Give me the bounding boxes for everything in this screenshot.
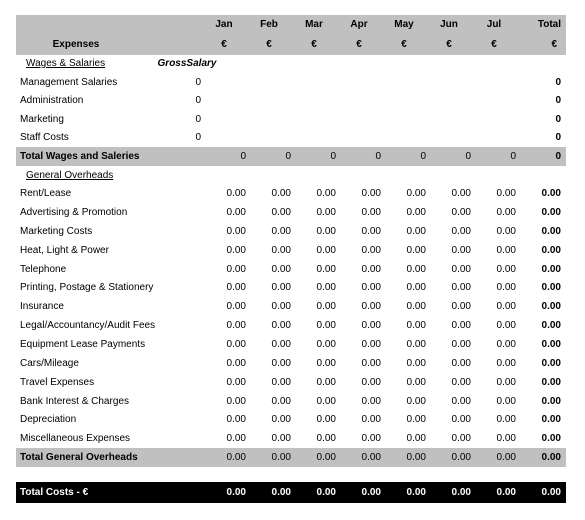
- row-label: General Overheads: [26, 169, 114, 181]
- value-cell: 0.00: [496, 282, 516, 294]
- row-label: Staff Costs: [20, 132, 69, 144]
- value-cell: 0.00: [451, 395, 471, 407]
- value-cell: 0.00: [496, 395, 516, 407]
- table-row: [16, 297, 566, 316]
- grand-total-row: [16, 482, 566, 503]
- value-cell: 0.00: [541, 487, 561, 498]
- row-label: Printing, Postage & Stationery: [20, 282, 154, 294]
- value-cell: 0.00: [451, 357, 471, 369]
- value-cell: 0.00: [451, 414, 471, 426]
- value-cell: 0.00: [541, 225, 561, 237]
- month-header: Jan: [215, 19, 233, 30]
- value-cell: 0.00: [451, 320, 471, 332]
- value-cell: 0.00: [226, 207, 246, 219]
- value-cell: 0.00: [451, 339, 471, 350]
- value-cell: 0.00: [451, 301, 471, 313]
- value-cell: 0.00: [361, 452, 381, 464]
- value-cell: 0.00: [316, 452, 336, 464]
- gross-value: 0: [195, 113, 201, 125]
- value-cell: 0.00: [361, 207, 381, 219]
- value-cell: 0.00: [406, 263, 426, 275]
- value-cell: 0: [240, 151, 246, 162]
- table-row: [16, 222, 566, 241]
- header-band: [16, 15, 566, 55]
- value-cell: 0.00: [406, 414, 426, 426]
- row-label: Administration: [20, 95, 84, 107]
- value-cell: 0.00: [406, 452, 426, 464]
- row-label: Heat, Light & Power: [20, 244, 109, 256]
- value-cell: 0.00: [406, 320, 426, 332]
- value-cell: 0.00: [271, 244, 291, 256]
- row-label: Bank Interest & Charges: [20, 395, 129, 407]
- table-row: [16, 91, 566, 110]
- value-cell: 0.00: [271, 320, 291, 332]
- value-cell: 0.00: [541, 339, 561, 350]
- value-cell: 0.00: [316, 263, 336, 275]
- gross-value: 0: [195, 132, 201, 144]
- value-cell: 0.00: [226, 244, 246, 256]
- value-cell: 0.00: [541, 452, 561, 464]
- value-cell: 0: [555, 113, 561, 125]
- value-cell: 0.00: [226, 263, 246, 275]
- wages-section-row: [16, 54, 566, 73]
- value-cell: 0.00: [406, 282, 426, 294]
- table-row: [16, 335, 566, 354]
- value-cell: 0.00: [271, 207, 291, 219]
- value-cell: 0.00: [406, 225, 426, 237]
- value-cell: 0.00: [271, 188, 291, 200]
- value-cell: 0.00: [541, 188, 561, 200]
- value-cell: 0.00: [271, 433, 291, 445]
- value-cell: 0.00: [406, 357, 426, 369]
- value-cell: 0: [330, 151, 336, 162]
- value-cell: 0.00: [271, 376, 291, 388]
- value-cell: 0.00: [496, 263, 516, 275]
- table-row: [16, 260, 566, 279]
- value-cell: 0.00: [271, 487, 291, 498]
- value-cell: 0.00: [496, 339, 516, 350]
- row-label: Depreciation: [20, 414, 77, 426]
- value-cell: 0.00: [226, 433, 246, 445]
- value-cell: 0.00: [226, 225, 246, 237]
- value-cell: 0.00: [271, 395, 291, 407]
- value-cell: 0.00: [316, 225, 336, 237]
- currency-header: €: [266, 39, 272, 50]
- expenses-header: Expenses: [52, 39, 100, 50]
- row-label: Insurance: [20, 301, 64, 313]
- value-cell: 0.00: [316, 395, 336, 407]
- month-header: Jun: [440, 19, 458, 30]
- value-cell: 0: [285, 151, 291, 162]
- value-cell: 0.00: [316, 414, 336, 426]
- value-cell: 0.00: [316, 188, 336, 200]
- currency-header: €: [311, 39, 317, 50]
- month-header: Mar: [305, 19, 323, 30]
- value-cell: 0.00: [226, 395, 246, 407]
- month-header: Feb: [260, 19, 278, 30]
- currency-header: €: [446, 39, 452, 50]
- value-cell: 0.00: [406, 301, 426, 313]
- value-cell: 0.00: [451, 452, 471, 464]
- row-label: Telephone: [20, 263, 67, 275]
- value-cell: 0.00: [361, 282, 381, 294]
- value-cell: 0.00: [496, 225, 516, 237]
- value-cell: 0.00: [361, 395, 381, 407]
- value-cell: 0.00: [406, 487, 426, 498]
- row-label: Cars/Mileage: [20, 357, 79, 369]
- value-cell: 0.00: [361, 357, 381, 369]
- value-cell: 0.00: [226, 452, 246, 464]
- table-row: [16, 354, 566, 373]
- table-row: [16, 110, 566, 129]
- value-cell: 0.00: [316, 207, 336, 219]
- value-cell: 0.00: [496, 207, 516, 219]
- value-cell: 0.00: [226, 320, 246, 332]
- value-cell: 0.00: [496, 244, 516, 256]
- value-cell: 0.00: [316, 376, 336, 388]
- gross-salary-header: GrossSalary: [157, 58, 217, 69]
- value-cell: 0.00: [361, 414, 381, 426]
- value-cell: 0: [555, 132, 561, 144]
- value-cell: 0.00: [451, 487, 471, 498]
- value-cell: 0.00: [541, 320, 561, 332]
- value-cell: 0: [555, 76, 561, 88]
- value-cell: 0.00: [541, 282, 561, 294]
- month-header: May: [394, 19, 414, 30]
- value-cell: 0.00: [361, 433, 381, 445]
- row-label: Total Costs - €: [20, 487, 89, 498]
- value-cell: 0.00: [451, 376, 471, 388]
- value-cell: 0.00: [361, 263, 381, 275]
- table-row: [16, 392, 566, 411]
- value-cell: 0.00: [496, 301, 516, 313]
- value-cell: 0.00: [496, 320, 516, 332]
- month-header: Jul: [486, 19, 502, 30]
- table-row: [16, 73, 566, 92]
- table-row: [16, 316, 566, 335]
- value-cell: 0.00: [406, 395, 426, 407]
- value-cell: 0.00: [271, 357, 291, 369]
- value-cell: 0.00: [496, 357, 516, 369]
- value-cell: 0.00: [406, 207, 426, 219]
- value-cell: 0.00: [496, 433, 516, 445]
- table-row: [16, 429, 566, 448]
- value-cell: 0.00: [451, 207, 471, 219]
- value-cell: 0.00: [316, 244, 336, 256]
- table-row: [16, 184, 566, 203]
- overheads-total-row: [16, 448, 566, 467]
- value-cell: 0.00: [226, 282, 246, 294]
- currency-header: €: [356, 39, 362, 50]
- value-cell: 0.00: [451, 225, 471, 237]
- value-cell: 0: [375, 151, 381, 162]
- value-cell: 0.00: [361, 376, 381, 388]
- row-label: Travel Expenses: [20, 376, 95, 388]
- value-cell: 0.00: [541, 301, 561, 313]
- value-cell: 0.00: [316, 320, 336, 332]
- row-label: Marketing: [20, 113, 64, 125]
- value-cell: 0.00: [226, 414, 246, 426]
- table-row: [16, 278, 566, 297]
- row-label: Legal/Accountancy/Audit Fees: [20, 320, 156, 332]
- value-cell: 0.00: [361, 188, 381, 200]
- value-cell: 0.00: [451, 188, 471, 200]
- value-cell: 0.00: [541, 414, 561, 426]
- row-label: Advertising & Promotion: [20, 207, 128, 219]
- value-cell: 0.00: [541, 263, 561, 275]
- value-cell: 0.00: [451, 433, 471, 445]
- value-cell: 0.00: [406, 433, 426, 445]
- value-cell: 0.00: [316, 433, 336, 445]
- overheads-section-row: [16, 166, 566, 185]
- value-cell: 0.00: [541, 395, 561, 407]
- value-cell: 0.00: [361, 339, 381, 350]
- month-header: Apr: [350, 19, 368, 30]
- month-header: Total: [537, 19, 561, 30]
- row-label: Management Salaries: [20, 76, 118, 88]
- row-label: Marketing Costs: [20, 225, 93, 237]
- table-row: [16, 203, 566, 222]
- row-label: Equipment Lease Payments: [20, 339, 146, 350]
- value-cell: 0.00: [451, 244, 471, 256]
- value-cell: 0.00: [271, 263, 291, 275]
- value-cell: 0.00: [541, 376, 561, 388]
- currency-header: €: [491, 39, 497, 50]
- value-cell: 0: [465, 151, 471, 162]
- row-label: Wages & Salaries: [26, 58, 106, 69]
- value-cell: 0.00: [451, 282, 471, 294]
- table-row: [16, 410, 566, 429]
- value-cell: 0: [555, 95, 561, 107]
- value-cell: 0.00: [271, 339, 291, 350]
- value-cell: 0.00: [361, 301, 381, 313]
- currency-header: €: [221, 39, 227, 50]
- value-cell: 0.00: [226, 357, 246, 369]
- value-cell: 0: [510, 151, 516, 162]
- value-cell: 0.00: [316, 282, 336, 294]
- value-cell: 0.00: [271, 225, 291, 237]
- table-row: [16, 128, 566, 147]
- value-cell: 0.00: [271, 452, 291, 464]
- value-cell: 0.00: [316, 487, 336, 498]
- value-cell: 0.00: [316, 357, 336, 369]
- value-cell: 0.00: [406, 376, 426, 388]
- row-label: Miscellaneous Expenses: [20, 433, 131, 445]
- value-cell: 0.00: [361, 487, 381, 498]
- value-cell: 0.00: [226, 339, 246, 350]
- value-cell: 0.00: [316, 339, 336, 350]
- value-cell: 0.00: [226, 376, 246, 388]
- value-cell: 0.00: [451, 263, 471, 275]
- value-cell: 0.00: [541, 357, 561, 369]
- value-cell: 0.00: [541, 433, 561, 445]
- value-cell: 0.00: [496, 487, 516, 498]
- value-cell: 0.00: [541, 244, 561, 256]
- currency-header: €: [401, 39, 407, 50]
- row-label: Total General Overheads: [20, 452, 138, 464]
- row-label: Rent/Lease: [20, 188, 72, 200]
- gross-value: 0: [195, 76, 201, 88]
- value-cell: 0.00: [316, 301, 336, 313]
- value-cell: 0.00: [361, 244, 381, 256]
- value-cell: 0.00: [496, 188, 516, 200]
- value-cell: 0: [555, 151, 561, 162]
- table-row: [16, 373, 566, 392]
- value-cell: 0.00: [406, 244, 426, 256]
- value-cell: 0.00: [361, 320, 381, 332]
- value-cell: 0.00: [226, 188, 246, 200]
- value-cell: 0.00: [226, 487, 246, 498]
- value-cell: 0.00: [271, 414, 291, 426]
- value-cell: 0.00: [406, 188, 426, 200]
- value-cell: 0.00: [496, 414, 516, 426]
- value-cell: 0.00: [271, 282, 291, 294]
- value-cell: 0.00: [496, 376, 516, 388]
- row-label: Total Wages and Saleries: [20, 151, 140, 162]
- currency-header: €: [551, 39, 557, 50]
- table-row: [16, 241, 566, 260]
- value-cell: 0: [420, 151, 426, 162]
- value-cell: 0.00: [496, 452, 516, 464]
- value-cell: 0.00: [361, 225, 381, 237]
- value-cell: 0.00: [226, 301, 246, 313]
- value-cell: 0.00: [541, 207, 561, 219]
- value-cell: 0.00: [406, 339, 426, 350]
- value-cell: 0.00: [271, 301, 291, 313]
- wages-total-row: [16, 147, 566, 166]
- gross-value: 0: [195, 95, 201, 107]
